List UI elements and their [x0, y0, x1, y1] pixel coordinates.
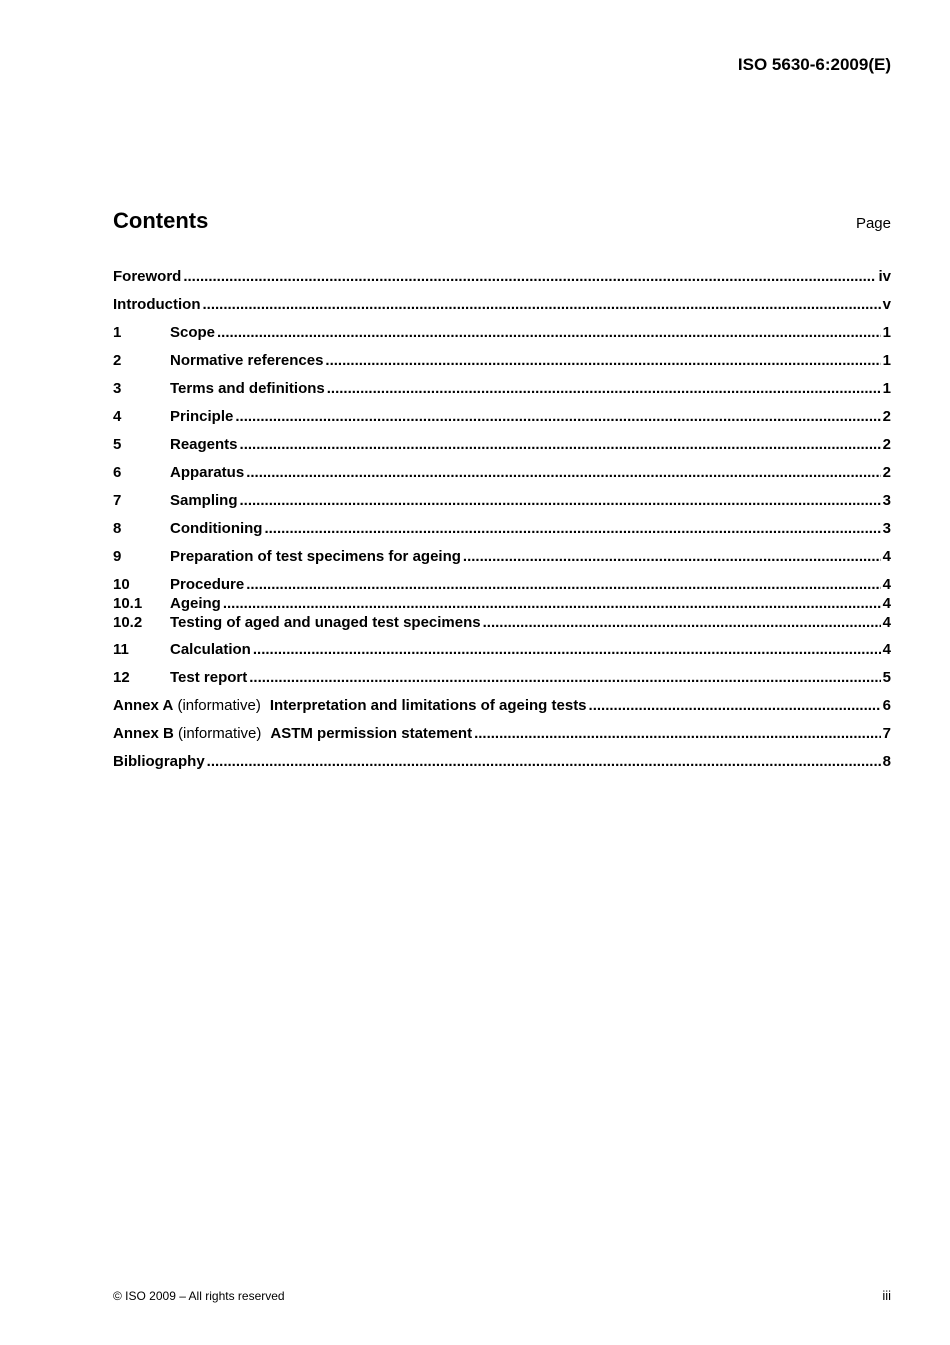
toc-entry-page: 4 — [882, 595, 891, 612]
toc-annex-label: Annex A — [113, 697, 174, 714]
toc-entry-title: Calculation — [170, 641, 251, 658]
toc-entry[interactable] — [113, 491, 891, 511]
toc-entry-page: 4 — [882, 576, 891, 593]
toc-entry-page: v — [882, 296, 891, 313]
toc-annex-note: (informative) — [177, 697, 261, 714]
toc-dot-leader — [327, 379, 881, 399]
toc-entry-number: 6 — [113, 464, 122, 481]
toc-entry-number: 2 — [113, 352, 122, 369]
toc-entry[interactable] — [113, 519, 891, 539]
toc-entry[interactable] — [113, 613, 891, 633]
toc-entry[interactable] — [113, 323, 891, 343]
toc-entry-page: 1 — [882, 380, 891, 397]
toc-entry[interactable] — [113, 547, 891, 567]
toc-entry-page: 2 — [882, 436, 891, 453]
toc-dot-leader — [240, 435, 881, 455]
toc-entry-page: 2 — [882, 408, 891, 425]
toc-entry-number: 7 — [113, 492, 122, 509]
toc-entry-title: Scope — [170, 324, 216, 341]
toc-entry-title: Conditioning — [170, 520, 263, 537]
toc-entry-page: 7 — [882, 725, 891, 742]
toc-dot-leader — [589, 696, 881, 716]
toc-entry-title: Reagents — [170, 436, 238, 453]
toc-entry[interactable] — [113, 267, 891, 287]
toc-dot-leader — [235, 407, 880, 427]
toc-entry-page: iv — [878, 268, 891, 285]
toc-entry-page: 1 — [882, 324, 891, 341]
toc-entry-title: ASTM permission statement — [270, 725, 473, 742]
toc-entry-number: 10 — [113, 576, 130, 593]
toc-entry-title: Preparation of test specimens for ageing — [170, 548, 461, 565]
toc-entry-number: 8 — [113, 520, 122, 537]
toc-entry-title: Bibliography — [113, 753, 205, 770]
toc-entry-number: 1 — [113, 324, 122, 341]
toc-annex-label: Annex B — [113, 725, 174, 742]
toc-entry[interactable] — [113, 640, 891, 660]
toc-dot-leader — [264, 519, 880, 539]
toc-entry[interactable] — [113, 351, 891, 371]
toc-entry-page: 4 — [882, 641, 891, 658]
toc-entry-title: Apparatus — [170, 464, 245, 481]
toc-entry-title: Principle — [170, 408, 234, 425]
toc-entry-title: Sampling — [170, 492, 238, 509]
footer-copyright: © ISO 2009 – All rights reserved — [113, 1289, 285, 1303]
toc-entry-page: 3 — [882, 492, 891, 509]
toc-entry-number: 5 — [113, 436, 122, 453]
toc-entry-title: Interpretation and limitations of ageing tests — [269, 697, 587, 714]
toc-dot-leader — [223, 594, 881, 614]
footer-page-number: iii — [882, 1288, 891, 1303]
toc-dot-leader — [253, 640, 881, 660]
page-column-label: Page — [855, 215, 891, 232]
toc-entry-number: 12 — [113, 669, 130, 686]
toc-entry[interactable] — [113, 752, 891, 772]
toc-entry-title: Terms and definitions — [170, 380, 325, 397]
toc-entry[interactable] — [113, 696, 891, 716]
toc-entry[interactable] — [113, 435, 891, 455]
toc-entry-title: Procedure — [170, 576, 245, 593]
toc-entry-page: 8 — [882, 753, 891, 770]
toc-dot-leader — [207, 752, 881, 772]
toc-entry[interactable] — [113, 575, 891, 595]
toc-entry-page: 5 — [882, 669, 891, 686]
toc-dot-leader — [183, 267, 876, 287]
toc-entry[interactable] — [113, 463, 891, 483]
toc-entry-page: 2 — [882, 464, 891, 481]
toc-dot-leader — [217, 323, 881, 343]
toc-entry-title: Introduction — [113, 296, 201, 313]
contents-title: Contents — [113, 208, 209, 233]
toc-entry-title: Test report — [170, 669, 248, 686]
toc-entry-title: Foreword — [113, 268, 182, 285]
toc-annex-note: (informative) — [178, 725, 262, 742]
doc-id-header: ISO 5630-6:2009(E) — [737, 55, 891, 74]
toc-entry-page: 4 — [882, 614, 891, 631]
toc-entry-page: 3 — [882, 520, 891, 537]
toc-entry-number: 10.1 — [113, 595, 143, 612]
toc-dot-leader — [249, 668, 880, 688]
toc-dot-leader — [483, 613, 881, 633]
toc-entry-page: 1 — [882, 352, 891, 369]
toc-dot-leader — [240, 491, 881, 511]
toc-dot-leader — [202, 295, 880, 315]
toc-entry[interactable] — [113, 295, 891, 315]
toc-entry-title: Ageing — [170, 595, 221, 612]
toc-entry[interactable] — [113, 407, 891, 427]
toc-entry-title: Testing of aged and unaged test specimens — [170, 614, 481, 631]
toc-dot-leader — [325, 351, 880, 371]
toc-entry[interactable] — [113, 668, 891, 688]
toc-entry-number: 11 — [113, 641, 129, 658]
toc-entry-number: 10.2 — [113, 614, 143, 631]
toc-dot-leader — [246, 463, 880, 483]
toc-dot-leader — [474, 724, 881, 744]
toc-entry[interactable] — [113, 379, 891, 399]
toc-dot-leader — [246, 575, 880, 595]
toc-entry-page: 6 — [882, 697, 891, 714]
toc-entry-number: 9 — [113, 548, 122, 565]
toc-entry-title: Normative references — [170, 352, 324, 369]
toc-entry-number: 4 — [113, 408, 122, 425]
toc-entry[interactable] — [113, 724, 891, 744]
toc-entry-number: 3 — [113, 380, 122, 397]
toc-entry[interactable] — [113, 594, 891, 614]
toc-dot-leader — [463, 547, 881, 567]
toc-entry-page: 4 — [882, 548, 891, 565]
